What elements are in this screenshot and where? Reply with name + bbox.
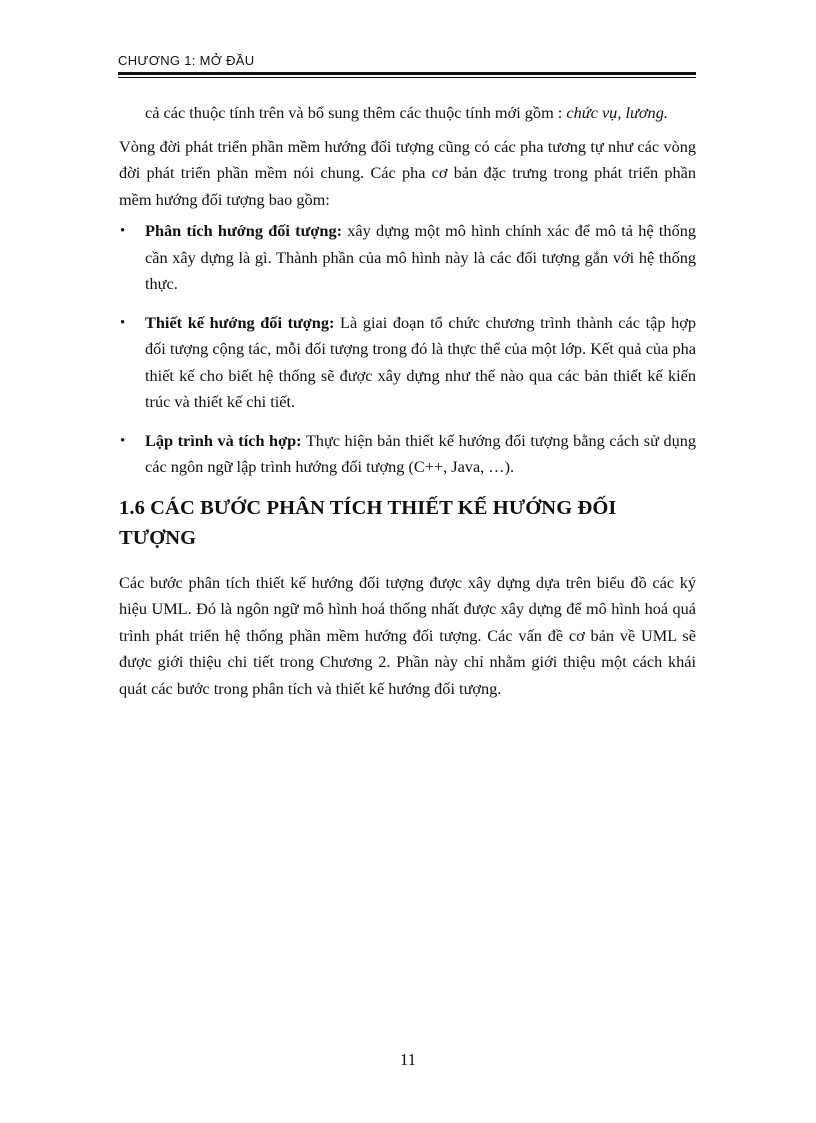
header-rule-thin	[118, 77, 696, 78]
bullet-text: Là giai đoạn tổ chức chương trình thành các tập hợp đối tượng cộng tác, mỗi đối tượng trong đó là thực thể của một lớp. Kết quả của pha thiết kế cho biết hệ thống sẽ được xây dựng như thế nào qua các bản thiết kế kiến trúc và thiết kế chi tiết.	[145, 312, 696, 411]
bullet-text: xây dựng một mô hình chính xác để mô tả hệ thống cần xây dựng là gì. Thành phần của mô hình này là các đối tượng gắn với hệ thống thực.	[145, 221, 696, 293]
chapter-title: CHƯƠNG 1: MỞ ĐẦU	[118, 53, 255, 68]
list-item-design	[119, 310, 696, 416]
list-item-programming	[119, 428, 696, 481]
section-paragraph: Các bước phân tích thiết kế hướng đối tượng được xây dựng dựa trên biểu đồ các ký hiệu UML. Đó là ngôn ngữ mô hình hoá thống nhất được xây dựng để mô hình hoá quá trình phát triển hệ thống phần mềm hướng đối tượng. Các vấn đề cơ bản về UML sẽ được giới thiệu chi tiết trong Chương 2. Phần này chỉ nhằm giới thiệu một cách khái quát các bước trong phân tích và thiết kế hướng đối tượng.	[119, 572, 696, 698]
phase-list	[119, 218, 696, 481]
continuation-italic: chức vụ, lương.	[566, 103, 668, 122]
section-heading: 1.6 CÁC BƯỚC PHÂN TÍCH THIẾT KẾ HƯỚNG ĐỐI TƯỢNG	[119, 496, 617, 549]
page-content	[119, 100, 696, 702]
bullet-term: Phân tích hướng đối tượng:	[145, 221, 343, 240]
header-rule-thick	[118, 72, 696, 75]
continuation-paragraph	[119, 100, 696, 127]
intro-paragraph: Vòng đời phát triển phần mềm hướng đối tượng cũng có các pha tương tự như các vòng đời phát triển phần mềm nói chung. Các pha cơ bản đặc trưng trong phát triển phần mềm hướng đối tượng bao gồm:	[119, 136, 696, 209]
continuation-text: cả các thuộc tính trên và bổ sung thêm các thuộc tính mới gồm :	[145, 103, 567, 122]
bullet-icon: •	[120, 432, 126, 449]
page-header	[118, 52, 696, 78]
bullet-text: Thực hiện bản thiết kế hướng đối tượng bằng cách sử dụng các ngôn ngữ lập trình hướng đối tượng (C++, Java, …).	[145, 430, 697, 476]
bullet-term: Thiết kế hướng đối tượng:	[145, 312, 335, 332]
bullet-icon: •	[120, 223, 126, 239]
page-number: 11	[399, 1050, 417, 1069]
bullet-term: Lập trình và tích hợp:	[145, 430, 302, 450]
list-item-analysis	[119, 218, 696, 298]
bullet-icon: •	[120, 314, 126, 331]
